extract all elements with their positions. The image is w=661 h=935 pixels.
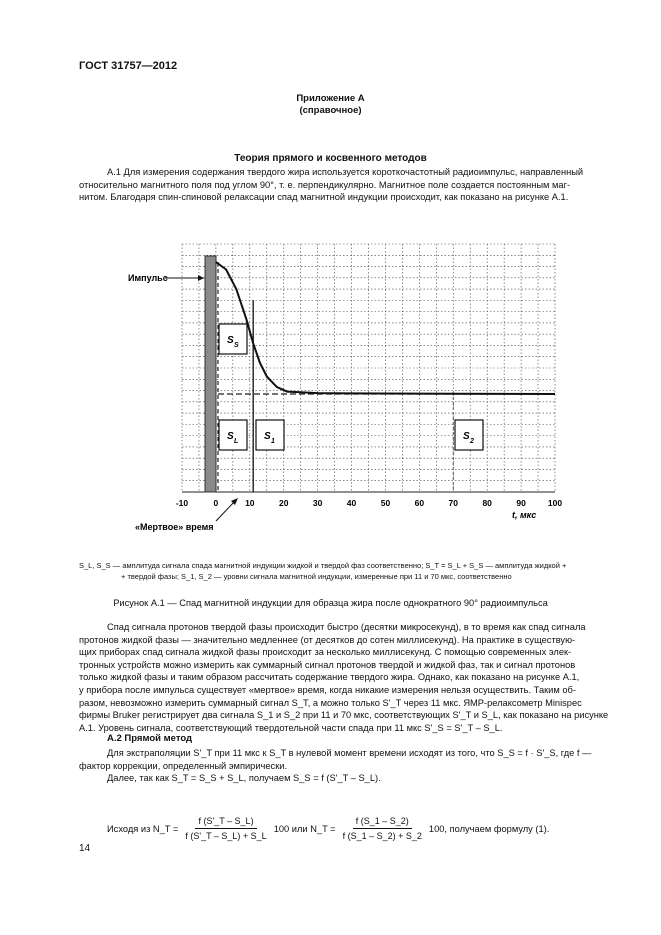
body-line: у прибора после импульса существует «мертвое» время, когда никакие измерения нельзя осуществить. Таким об- bbox=[79, 684, 576, 695]
x-tick-label: 10 bbox=[245, 498, 255, 508]
box-ss-label: S bbox=[227, 335, 234, 346]
figure-caption: Рисунок А.1 — Спад магнитной индукции для образца жира после однократного 90° радиоимпульса bbox=[113, 598, 548, 608]
formula-fraction-1 bbox=[182, 816, 269, 841]
body-line: щих приборах спад сигнала жидкой фазы происходит за несколько миллисекунд. С помощью современных элек- bbox=[79, 647, 572, 658]
x-axis-label: t, мкс bbox=[512, 510, 537, 520]
x-tick-label: 80 bbox=[482, 498, 492, 508]
appendix-title: Приложение А bbox=[296, 93, 365, 104]
fraction-2-denominator: f (S_1 – S_2) + S_2 bbox=[342, 831, 422, 841]
box-s1-label: S bbox=[264, 431, 271, 442]
body-line: фирмы Bruker регистрирует два сигнала S_1 и S_2 при 11 и 70 мкс, соответствующих S'_T и S_L, как показано на рисунке bbox=[79, 710, 609, 721]
body-line: тронных устройств можно измерить как суммарный сигнал протонов твердой и жидкой фаз, так и сигнал протонов bbox=[79, 659, 576, 670]
body-paragraph bbox=[79, 621, 616, 734]
body-line: А.1. Уровень сигнала, соответствующий твердотельной части спада при 11 мкс S'_S = S'_T – S_L. bbox=[79, 722, 503, 733]
figure-note-line-2: + твердой фазы; S_1, S_2 — уровни сигнала магнитной индукции, измеренные при 11 и 70 мкс, соответственно bbox=[121, 572, 512, 581]
x-tick-label: 30 bbox=[312, 498, 323, 508]
box-sl-sub: L bbox=[234, 438, 239, 445]
impulse-arrowhead bbox=[198, 275, 204, 281]
formula-middle: 100 или N_T = bbox=[273, 823, 336, 834]
x-tick-label: 40 bbox=[346, 498, 357, 508]
fraction-2-numerator: f (S_1 – S_2) bbox=[353, 816, 412, 829]
impulse-bar bbox=[205, 256, 216, 492]
box-s2-label: S bbox=[463, 431, 470, 442]
intro-line: А.1 Для измерения содержания твердого жира используется короткочастотный радиоимпульс, направленный bbox=[107, 167, 584, 177]
a2-line: Для экстраполяции S'_T при 11 мкс к S_T в нулевой момент времени исходят из того, что S_S = f · S'_S, где f — bbox=[107, 748, 592, 758]
formula-suffix: 100, получаем формулу (1). bbox=[428, 823, 550, 834]
x-tick-label: 70 bbox=[448, 498, 459, 508]
intro-line: относительно магнитного поля под углом 90°, т. е. перпендикулярно. Магнитное поле создается постоянным маг- bbox=[79, 179, 571, 190]
box-sl-label: S bbox=[227, 431, 234, 442]
impulse-label: Импульс bbox=[128, 273, 168, 283]
a2-line: Далее, так как S_T = S_S + S_L, получаем S_S = f (S'_T – S_L). bbox=[107, 773, 381, 784]
dead-time-label: «Мертвое» время bbox=[135, 522, 214, 532]
fraction-1-denominator: f (S'_T – S_L) + S_L bbox=[185, 831, 267, 841]
x-tick-label: 100 bbox=[547, 498, 563, 508]
x-tick-label: 20 bbox=[278, 498, 289, 508]
intro-line: нитом. Благодаря спин-спиновой релаксации спад магнитной индукции происходит, как показано на рисунке А.1. bbox=[79, 192, 569, 203]
body-line: только жидкой фазы и таким образом рассчитать содержание твердого жира. Однако, как показано на рисунке А.1, bbox=[79, 672, 580, 683]
standard-number: ГОСТ 31757—2012 bbox=[79, 60, 178, 72]
box-s2-sub: 2 bbox=[470, 438, 474, 445]
figure-note bbox=[79, 560, 616, 582]
section-a2-title: А.2 Прямой метод bbox=[107, 733, 193, 744]
chart-grid bbox=[182, 244, 555, 492]
x-tick-label: 60 bbox=[414, 498, 425, 508]
body-line: разом, невозможно измерить суммарный сигнал S_T, а можно только S'_T через 11 мкс. ЯМР-релаксометр Minispec bbox=[79, 697, 582, 708]
fraction-1-numerator: f (S'_T – S_L) bbox=[195, 816, 256, 829]
box-s1-sub: 1 bbox=[271, 438, 275, 445]
page-number: 14 bbox=[79, 843, 91, 854]
formula-prefix: Исходя из N_T = bbox=[107, 823, 179, 834]
section-title: Теория прямого и косвенного методов bbox=[234, 153, 427, 164]
x-tick-label: 50 bbox=[380, 498, 391, 508]
a2-line: фактор коррекции, определенный эмпирически. bbox=[79, 760, 288, 771]
box-ss-sub: S bbox=[234, 342, 239, 349]
body-line: Спад сигнала протонов твердой фазы происходит быстро (десятки микросекунд), в то время как спад сигнала bbox=[107, 622, 586, 632]
body-line: протонов жидкой фазы — значительно медленнее (от десятков до сотен миллисекунд). На практике в существую- bbox=[79, 634, 576, 645]
formula-fraction-2 bbox=[340, 816, 425, 841]
x-tick-label: 90 bbox=[516, 498, 526, 508]
x-tick-label: -10 bbox=[175, 498, 189, 508]
formula-line bbox=[107, 816, 549, 841]
x-tick-label: 0 bbox=[213, 498, 219, 508]
appendix-subtitle: (справочное) bbox=[299, 105, 362, 116]
dead-time-pointer bbox=[213, 498, 236, 521]
a2-paragraph bbox=[79, 747, 616, 785]
figure-note-line-1: S_L, S_S — амплитуда сигнала спада магнитной индукции жидкой и твердой фаз соответственно; S_T = S_L + S_S — амплитуда жидкой + bbox=[79, 561, 567, 570]
